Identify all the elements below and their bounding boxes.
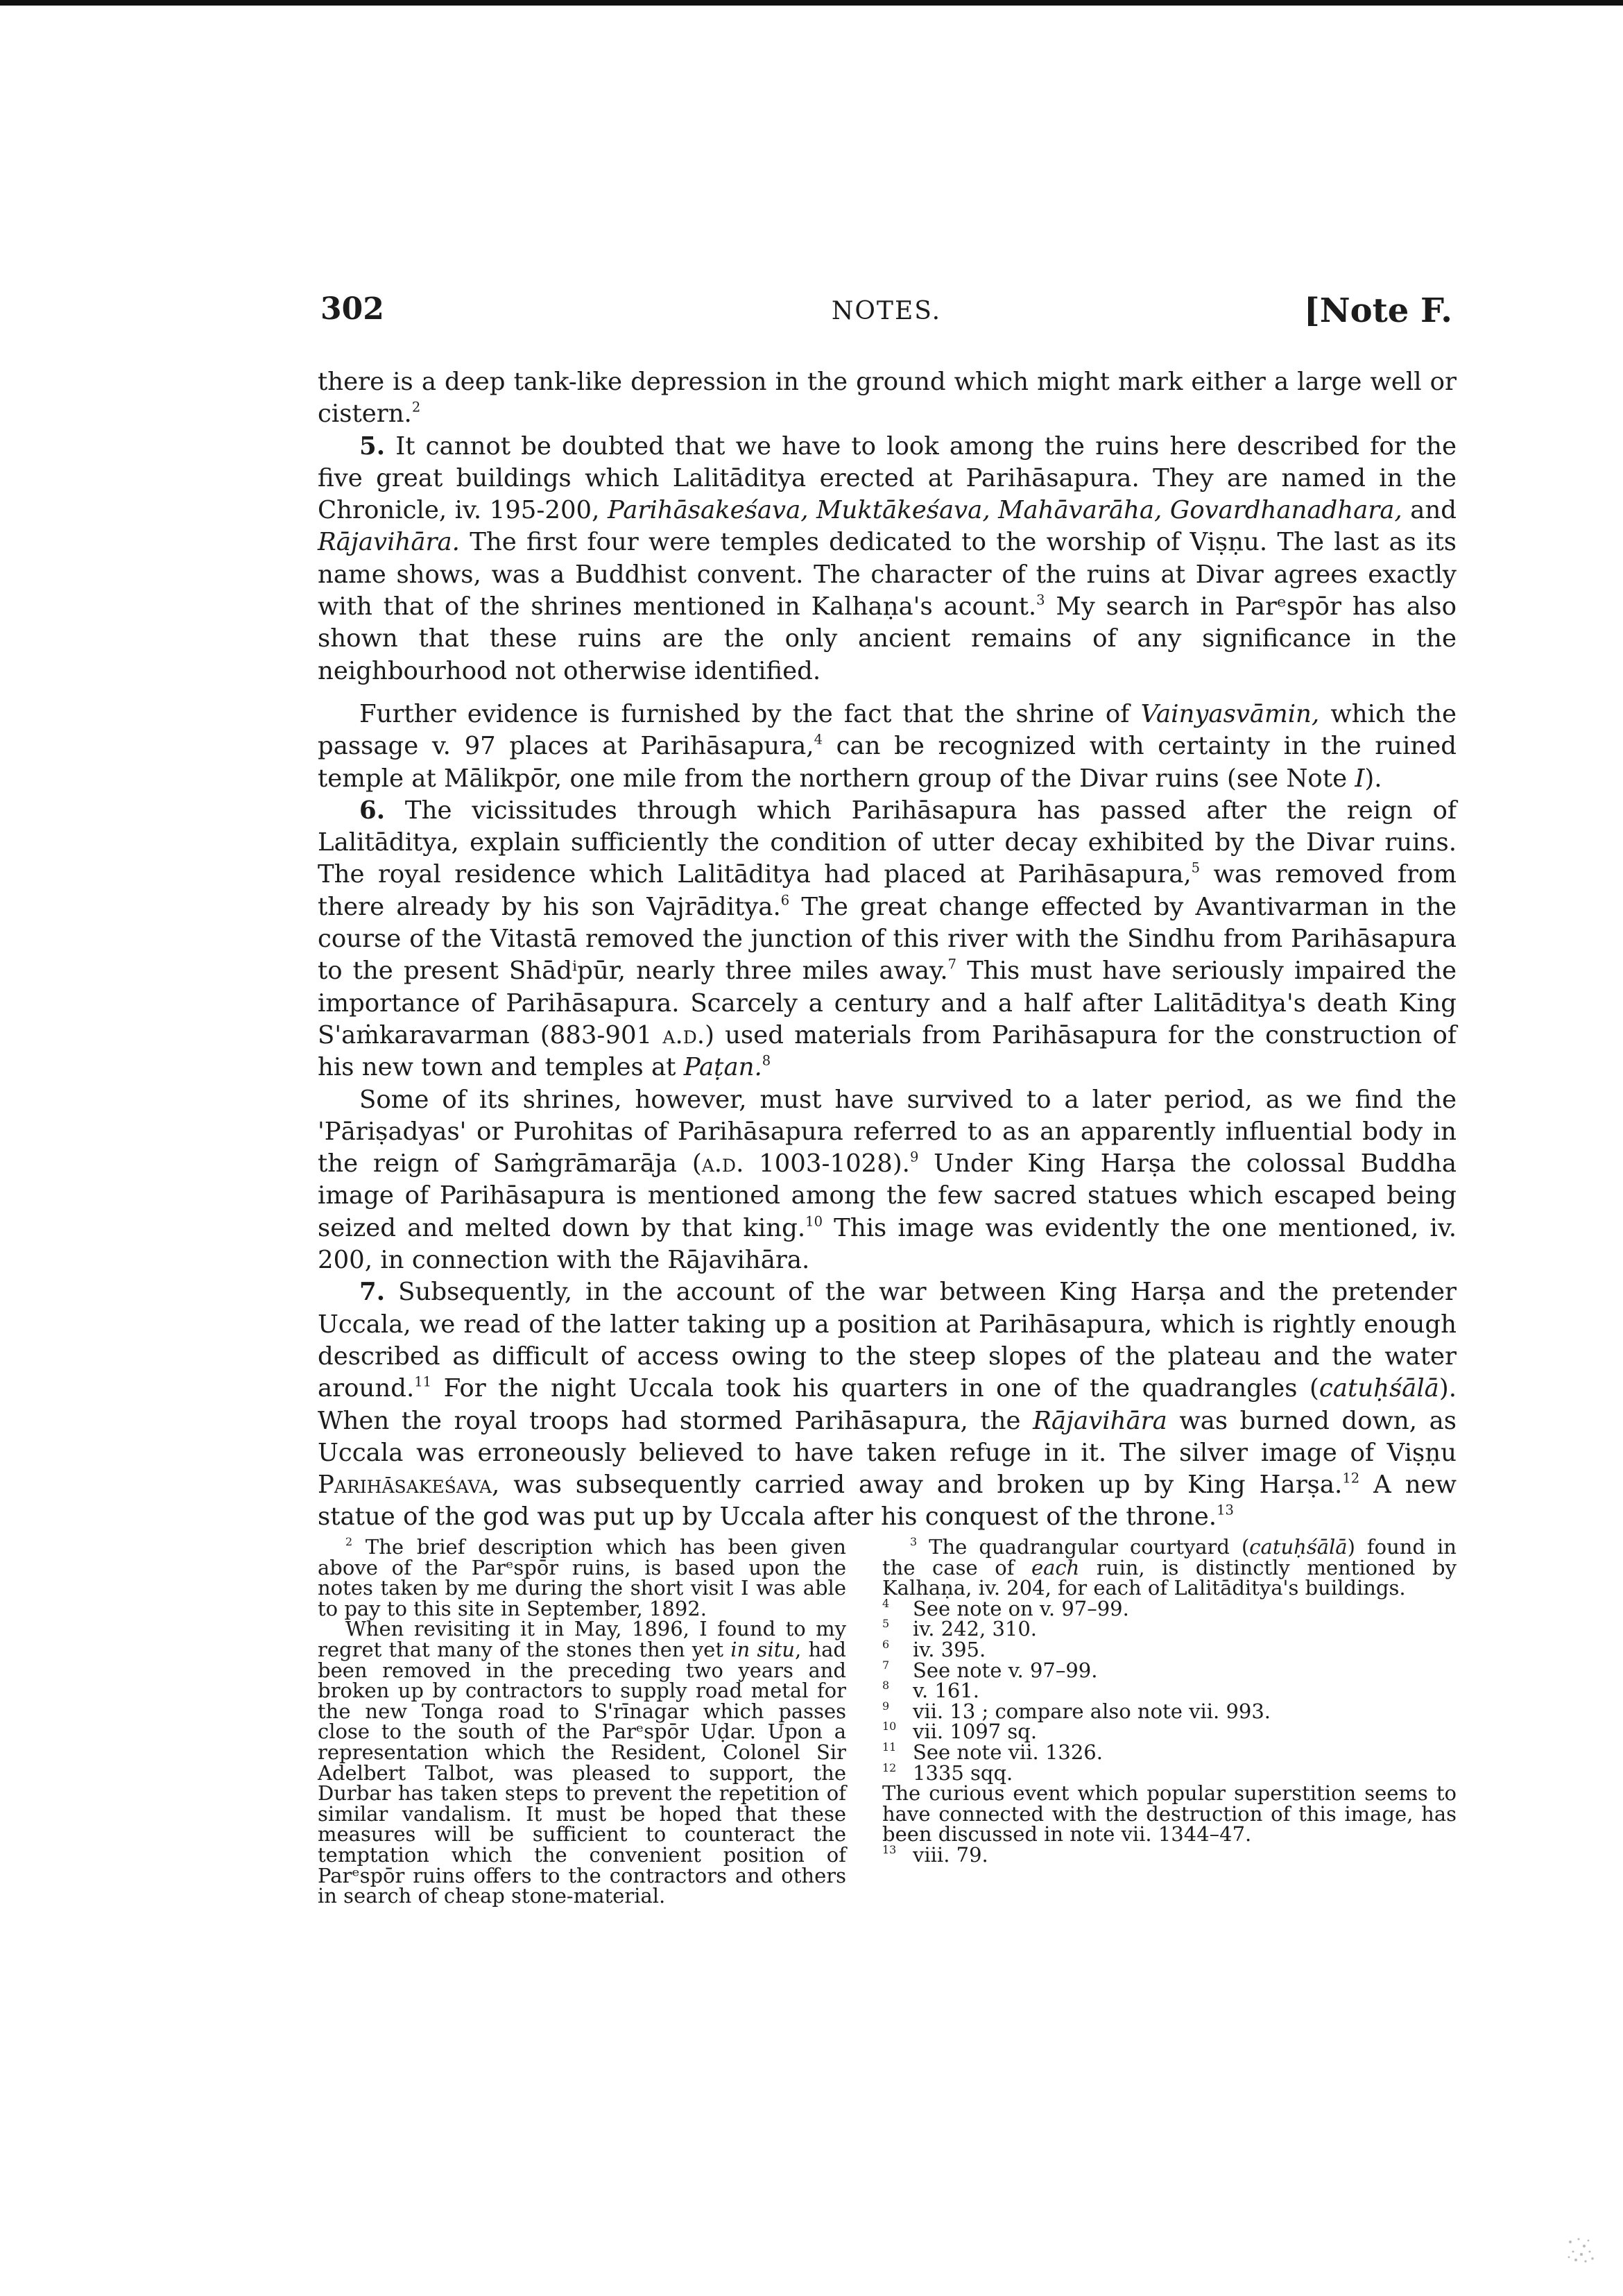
scan-artifact-icon [1563,2234,1598,2268]
footnote-3: $^3$ The quadrangular courtyard (catuḥśālā) found in the case of each ruin, is distinctly mentioned by Kalhaṇa, iv. 204, for each of Lalitāditya's buildings. [882,1535,1457,1600]
paragraph-6: 6. The vicissitudes through which Parihāsapura has passed after the reign of Lalitāditya, explain sufficiently the condition of utter decay exhibited by the Divar ruins. The royal residence which Lalitāditya had placed at Parihāsapura,$^5$ was removed from there already by his son Vajrāditya.$^6$ The great change effected by Avantivarman in the course of the Vitastā removed the junction of this river with the Sindhu from Parihāsapura to the present Shādⁱpūr, nearly three miles away.$^7$ This must have seriously impaired the importance of Parihāsapura. Scarcely a century and a half after Lalitāditya's death King S'aṁkaravarman (883-901 a.d.) used materials from Parihāsapura for the construction of his new town and temples at Paṭan.$^8$ [318,796,1457,1082]
page-number: 302 [320,291,384,327]
footnote-7: $^7$ See note v. 97–99. [882,1658,1098,1682]
note-label: [Note F. [1304,291,1452,330]
footnote-10: $^{10}$ vii. 1097 sq. [882,1720,1038,1744]
paragraph-continuation: there is a deep tank-like depression in the ground which might mark either a large well or cistern.$^2$ [318,368,1457,429]
paragraph-7: 7. Subsequently, in the account of the war between King Harṣa and the pretender Uccala, we read of the latter taking up a position at Parihāsapura, which is rightly enough described as difficult of access owing to the steep slopes of the plateau and the water around.$^{11}$ For the night Uccala took his quarters in one of the quadrangles (catuḥśālā). When the royal troops had stormed Parihāsapura, the Rājavihāra was burned down, as Uccala was erroneously believed to have taken refuge in it. The silver image of Viṣṇu Parihāsakeśava, was subsequently carried away and broken up by King Harṣa.$^{12}$ A new statue of the god was put up by Uccala after his conquest of the throne.$^{13}$ [318,1278,1457,1532]
main-text [318,366,1457,1534]
footnotes-right-column [882,1537,1457,1866]
paragraph-further-evidence: Further evidence is furnished by the fact that the shrine of Vainyasvāmin, which the passage v. 97 places at Parihāsapura,$^4$ can be recognized with certainty in the ruined temple at Mālikpōr, one mile from the northern group of the Divar ruins (see Note I). [318,699,1457,793]
section-number: 7. [359,1278,386,1307]
footnote-2: $^2$ The brief description which has been given above of the Parᵉspōr ruins, is based upon the notes taken by me during the short visit I was able to pay to this site in September, 1892. [318,1535,846,1620]
paragraph-shrines: Some of its shrines, however, must have survived to a later period, as we find the 'Pāriṣadyas' or Purohitas of Parihāsapura referred to as an apparently influential body in the reign of Saṁgrāmarāja (a.d. 1003-1028).$^9$ Under King Harṣa the colossal Buddha image of Parihāsapura is mentioned among the few sacred statues which escaped being seized and melted down by that king.$^{10}$ This image was evidently the one mentioned, iv. 200, in connection with the Rājavihāra. [318,1085,1457,1275]
footnotes-left-column [318,1537,846,1907]
section-number: 6. [359,796,386,825]
footnote-13: $^{13}$ viii. 79. [882,1842,988,1867]
footnote-12: $^{12}$ 1335 sqq. [882,1760,1013,1785]
paragraph-5: 5. It cannot be doubted that we have to look among the ruins here described for the five great buildings which Lalitāditya erected at Parihāsapura. They are named in the Chronicle, iv. 195-200, Parihāsakeśava, Muktākeśava, Mahāvarāha, Govardhanadhara, and Rājavihāra. The first four were temples dedicated to the worship of Viṣṇu. The last as its name shows, was a Buddhist convent. The character of the ruins at Divar agrees exactly with that of the shrines mentioned in Kalhaṇa's acount.$^3$ My search in Parᵉspōr has also shown that these ruins are the only ancient remains of any significance in the neighbourhood not otherwise identified. [318,431,1457,685]
footnote-2-continued: When revisiting it in May, 1896, I found to my regret that many of the stones then yet in situ, had been removed in the preceding two years and broken up by contractors to supply road metal for the new Tonga road to S'rīnagar which passes close to the south of the Parᵉspōr Uḍar. Upon a representation which the Resident, Colonel Sir Adelbert Talbot, was pleased to support, the Durbar has taken steps to prevent the repetition of similar vandalism. It must be hoped that these measures will be sufficient to counteract the temptation which the convenient position of Parᵉspōr ruins offers to the contractors and others in search of cheap stone-material. [318,1617,846,1908]
running-title: NOTES. [831,297,942,325]
footnote-11: $^{11}$ See note vii. 1326. [882,1740,1103,1764]
footnote-4: $^4$ See note on v. 97–99. [882,1596,1129,1620]
footnote-9: $^9$ vii. 13 ; compare also note vii. 993. [882,1699,1271,1723]
footnote-12-continued: The curious event which popular superstition seems to have connected with the destruction of this image, has been discussed in note vii. 1344–47. [882,1781,1457,1847]
footnote-5: $^5$ iv. 242, 310. [882,1617,1038,1641]
page-header [320,291,1452,340]
footnote-8: $^8$ v. 161. [882,1679,979,1703]
footnote-6: $^6$ iv. 395. [882,1637,986,1661]
section-number: 5. [359,431,386,461]
scan-top-border [0,0,1623,6]
